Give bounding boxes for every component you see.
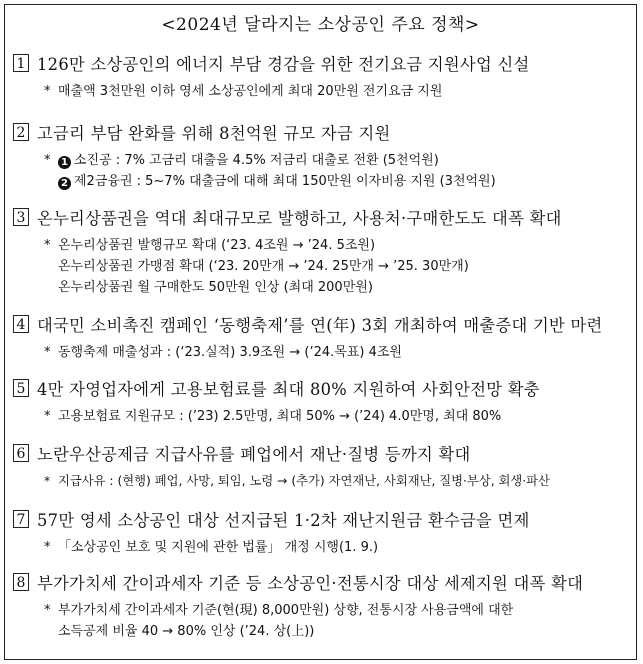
detail-block	[13, 406, 630, 427]
detail-line: 온누리상품권 가맹점 확대 (‘23. 20만개 → ’24. 25만개 → ’25. 30만개)	[58, 259, 469, 274]
detail-line: 온누리상품권 월 구매한도 50만원 인상 (최대 200만원)	[58, 280, 373, 295]
item-heading-row	[13, 313, 630, 335]
asterisk-icon: *	[44, 474, 51, 488]
policy-item-6	[13, 442, 630, 492]
item-number: 2	[13, 123, 29, 141]
detail-text: 소진공 : 7% 고금리 대출을 4.5% 저금리 대출로 전환 (5천억원)	[74, 153, 439, 168]
detail-block	[13, 342, 630, 363]
detail-line: 「소상공인 보호 및 지원에 관한 법률」 개정 시행(1. 9.)	[58, 540, 379, 555]
item-number: 7	[13, 510, 29, 528]
policy-item-1	[13, 52, 630, 102]
item-number: 3	[13, 208, 29, 226]
item-heading-row	[13, 442, 630, 464]
detail-line: 동행축제 매출성과 : (‘23.실적) 3.9조원 → (’24.목표) 4조원	[58, 345, 402, 360]
circled-number-two-icon: 2	[58, 177, 71, 190]
item-heading-row	[13, 377, 630, 399]
item-number: 1	[13, 54, 29, 72]
item-heading-row	[13, 571, 630, 593]
detail-line: 매출액 3천만원 이하 영세 소상공인에게 최대 20만원 전기요금 지원	[58, 84, 443, 99]
circled-number-one-icon: 1	[58, 156, 71, 169]
asterisk-icon: *	[44, 345, 51, 360]
item-heading: 온누리상품권을 역대 최대규모로 발행하고, 사용처·구매한도도 대폭 확대	[37, 209, 562, 228]
item-heading: 노란우산공제금 지급사유를 폐업에서 재난·질병 등까지 확대	[37, 445, 471, 464]
item-heading: 부가가치세 간이과세자 기준 등 소상공인·전통시장 대상 세제지원 대폭 확대	[37, 574, 584, 593]
detail-line: 소득공제 비율 40 → 80% 인상 (’24. 상(上))	[58, 624, 315, 639]
detail-line: 부가가치세 간이과세자 기준(현(現) 8,000만원) 상향, 전통시장 사용금액에 대한	[58, 603, 514, 618]
item-number: 5	[13, 379, 29, 397]
asterisk-icon: *	[44, 84, 51, 99]
policy-item-4	[13, 313, 630, 363]
item-heading: 대국민 소비촉진 캠페인 ‘동행축제’를 연(年) 3회 개최하여 매출증대 기반 마련	[37, 316, 603, 335]
detail-line: 온누리상품권 발행규모 확대 (‘23. 4조원 → ’24. 5조원)	[58, 238, 376, 253]
asterisk-icon: *	[44, 603, 51, 618]
policy-item-2	[13, 121, 630, 192]
item-heading-row	[13, 121, 630, 143]
item-heading: 4만 자영업자에게 고용보험료를 최대 80% 지원하여 사회안전망 확충	[37, 380, 540, 399]
item-heading-row	[13, 508, 630, 530]
item-number: 6	[13, 444, 29, 462]
item-heading: 고금리 부담 완화를 위해 8천억원 규모 자금 지원	[37, 124, 391, 143]
item-heading: 126만 소상공인의 에너지 부담 경감을 위한 전기요금 지원사업 신설	[37, 55, 530, 74]
detail-block	[13, 235, 630, 298]
detail-block	[13, 537, 630, 558]
detail-block	[13, 600, 630, 642]
item-heading-row	[13, 52, 630, 74]
detail-line: 지급사유 : (현행) 폐업, 사망, 퇴임, 노령 → (추가) 자연재난, 사회재난, 질병·부상, 회생·파산	[58, 474, 550, 488]
detail-line: 고용보험료 지원규모 : (’23) 2.5만명, 최대 50% → (’24) 4.0만명, 최대 80%	[58, 409, 502, 424]
policy-item-5	[13, 377, 630, 427]
page-title: <2024년 달라지는 소상공인 주요 정책>	[161, 15, 480, 35]
item-heading-row	[13, 206, 630, 228]
asterisk-icon: *	[44, 409, 51, 424]
detail-block	[13, 81, 630, 102]
item-number: 8	[13, 573, 29, 591]
policy-item-7	[13, 508, 630, 558]
detail-line	[58, 171, 630, 192]
detail-line	[58, 150, 630, 171]
item-number: 4	[13, 315, 29, 333]
asterisk-icon: *	[44, 153, 51, 168]
detail-block	[13, 150, 630, 192]
detail-text: 제2금융권 : 5~7% 대출금에 대해 최대 150만원 이자비용 지원 (3천억원)	[74, 174, 496, 189]
asterisk-icon: *	[44, 238, 51, 253]
item-heading: 57만 영세 소상공인 대상 선지급된 1·2차 재난지원금 환수금을 면제	[37, 511, 530, 530]
asterisk-icon: *	[44, 540, 51, 555]
detail-block	[13, 471, 630, 492]
policy-item-3	[13, 206, 630, 298]
policy-box	[4, 4, 637, 660]
policy-item-8	[13, 571, 630, 642]
